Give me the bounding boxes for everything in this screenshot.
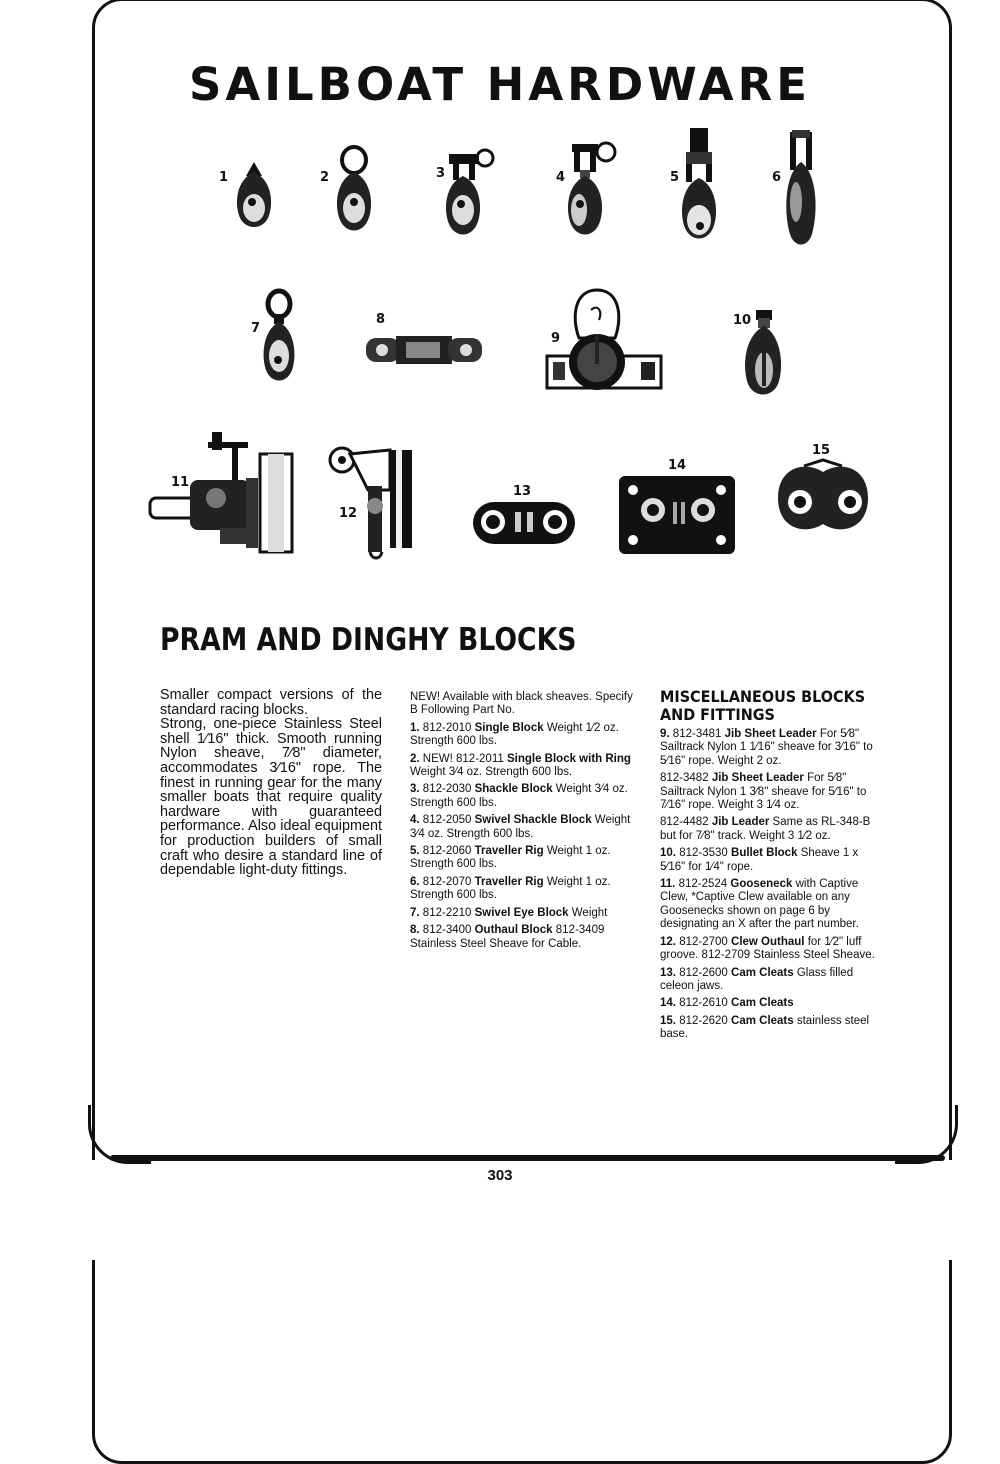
item-number: 6. (410, 875, 420, 888)
catalog-item (660, 878, 886, 932)
cam-cleat-icon (617, 474, 737, 556)
blocks-column (410, 691, 636, 955)
item-description: Weight 1 oz. Strength 600 lbs. (410, 845, 611, 871)
catalog-item (410, 753, 636, 780)
misc-title-line-2: AND FITTINGS (660, 705, 775, 724)
figure-label-12: 12 (339, 506, 358, 521)
item-name: Traveller Rig (474, 845, 544, 858)
item-name: Single Block (474, 721, 544, 734)
item-description: Weight 3⁄4 oz. Strength 600 lbs. (410, 766, 573, 779)
catalog-item (660, 816, 886, 843)
item-description: for 1⁄2" luff groove. 812-2709 Stainless Steel Sheave. (660, 935, 875, 962)
item-name: Jib Leader (711, 816, 770, 829)
single-block-ring-icon (332, 146, 376, 238)
figure-label-9: 9 (551, 331, 561, 346)
item-number: 13. (660, 966, 676, 979)
item-name: Clew Outhaul (731, 935, 805, 948)
item-part-number: 812-2050 (422, 814, 472, 827)
traveller-rig-icon (676, 128, 722, 246)
misc-list (660, 728, 886, 1042)
bottom-rule (110, 1155, 945, 1161)
swivel-shackle-block-icon (564, 138, 620, 238)
item-name: Shackle Block (474, 783, 553, 796)
item-description: Weight 1⁄2 oz. Strength 600 lbs. (410, 721, 619, 748)
item-number: 4. (410, 814, 420, 827)
item-part-number: 812-2620 (679, 1014, 728, 1027)
figure-label-15: 15 (812, 443, 831, 458)
bullet-block-icon (740, 310, 786, 402)
item-part-number: NEW! 812-2011 (422, 752, 504, 765)
item-description: Same as RL-348-B but for 7⁄8" track. Weight 3 1⁄2 oz. (660, 816, 871, 842)
intro-paragraph-1: Smaller compact versions of the standard racing blocks. (160, 687, 382, 718)
item-description: Weight (571, 906, 608, 919)
item-number: 5. (410, 845, 420, 858)
catalog-item (410, 876, 636, 903)
item-part-number: 812-3482 (660, 772, 709, 785)
item-description: stainless steel base. (660, 1014, 870, 1041)
catalog-item (660, 728, 886, 768)
catalog-item (660, 967, 886, 994)
item-description: For 5⁄8" Sailtrack Nylon 1 3⁄8" sheave for 5⁄16" to 7⁄16" rope. Weight 3 1⁄4 oz. (660, 772, 867, 812)
item-name: Cam Cleats (731, 997, 794, 1010)
item-part-number: 812-4482 (660, 816, 709, 829)
gooseneck-icon (150, 428, 296, 554)
catalog-item (660, 847, 886, 874)
single-block-icon (232, 158, 276, 234)
item-name: Cam Cleats (731, 966, 794, 979)
item-description: Weight 1 oz. Strength 600 lbs. (410, 875, 611, 902)
catalog-item (410, 783, 636, 810)
figure-label-8: 8 (376, 312, 386, 327)
blocks-note: NEW! Available with black sheaves. Specify B Following Part No. (410, 691, 633, 717)
cam-cleat-icon (774, 458, 872, 538)
item-part-number: 812-2060 (422, 845, 472, 858)
item-name: Bullet Block (731, 847, 798, 860)
outhaul-block-icon (366, 330, 482, 368)
figure-label-6: 6 (772, 170, 782, 185)
figure-label-3: 3 (436, 166, 446, 181)
item-part-number: 812-2700 (679, 935, 728, 948)
item-number: 8. (410, 924, 420, 937)
figure-label-11: 11 (171, 475, 190, 490)
item-part-number: 812-3481 (672, 728, 722, 740)
item-description: 812-3409 Stainless Steel Sheave for Cable. (410, 924, 605, 950)
catalog-item (660, 1015, 886, 1042)
item-name: Jib Sheet Leader (724, 728, 817, 740)
misc-title-line-1: MISCELLANEOUS BLOCKS (660, 687, 866, 706)
item-description: Sheave 1 x 5⁄16" for 1⁄4" rope. (660, 847, 859, 873)
intro-paragraph-2: Strong, one-piece Stainless Steel shell 1⁄16" thick. Smooth running Nylon sheave, 7⁄8" diameter, accommodates 3⁄16" rope. The finest in running gear for the many smaller boats that require quality hardware with guaranteed performance. Also ideal equipment for production builders of small craft who desire a standard line of dependable light-duty fittings. (160, 716, 382, 879)
item-description: Glass filled celeon jaws. (660, 966, 854, 992)
figure-label-5: 5 (670, 170, 680, 185)
item-part-number: 812-2030 (422, 783, 472, 796)
catalog-item (660, 772, 886, 812)
figure-label-13: 13 (513, 484, 532, 499)
item-name: Traveller Rig (474, 875, 544, 888)
catalog-item (660, 997, 886, 1010)
item-number: 9. (660, 728, 670, 740)
item-number: 15. (660, 1014, 676, 1027)
page-title: SAILBOAT HARDWARE (188, 58, 812, 111)
item-number: 2. (410, 752, 420, 765)
item-number: 1. (410, 721, 420, 734)
item-part-number: 812-2600 (679, 966, 728, 979)
clew-outhaul-icon (328, 446, 416, 562)
catalog-item (410, 924, 636, 951)
intro-column (160, 688, 382, 878)
shackle-block-icon (443, 146, 495, 240)
item-number: 10. (660, 847, 676, 860)
item-name: Jib Sheet Leader (711, 772, 804, 785)
catalog-item (410, 907, 636, 920)
item-name: Swivel Eye Block (474, 906, 569, 919)
misc-column (660, 688, 886, 1046)
item-description: For 5⁄8" Sailtrack Nylon 1 1⁄16" sheave for 3⁄16" to 5⁄16" rope. Weight 2 oz. (660, 728, 873, 767)
catalog-item (410, 845, 636, 872)
item-part-number: 812-2010 (422, 721, 472, 734)
item-name: Gooseneck (730, 878, 793, 891)
item-name: Cam Cleats (731, 1014, 794, 1027)
item-number: 3. (410, 783, 420, 796)
figure-label-2: 2 (320, 170, 330, 185)
item-part-number: 812-2210 (422, 906, 472, 919)
item-description: with Captive Clew, *Captive Clew available on any Goosenecks shown on page 6 by designating an X after the part number. (660, 878, 859, 931)
cam-cleat-icon (471, 500, 577, 546)
swivel-eye-block-icon (260, 290, 298, 386)
item-part-number: 812-3530 (679, 847, 728, 860)
figure-label-1: 1 (219, 170, 229, 185)
item-part-number: 812-2524 (678, 878, 728, 891)
item-description: Weight 3⁄4 oz. Strength 600 lbs. (410, 814, 631, 840)
item-description: Weight 3⁄4 oz. Strength 600 lbs. (410, 783, 628, 809)
figure-label-14: 14 (668, 458, 687, 473)
catalog-item (410, 722, 636, 749)
item-part-number: 812-3400 (422, 924, 472, 937)
catalog-item (410, 814, 636, 841)
section-title: PRAM AND DINGHY BLOCKS (160, 622, 577, 658)
jib-sheet-leader-icon (545, 286, 663, 396)
item-part-number: 812-2610 (679, 997, 728, 1010)
traveller-rig-icon (782, 130, 820, 252)
figure-label-4: 4 (556, 170, 566, 185)
item-name: Single Block with Ring (506, 752, 631, 765)
item-name: Outhaul Block (474, 924, 553, 937)
item-number: 14. (660, 997, 676, 1010)
item-number: 11. (660, 878, 676, 891)
figure-label-7: 7 (251, 321, 261, 336)
figure-label-10: 10 (733, 313, 752, 328)
catalog-item (660, 936, 886, 963)
item-part-number: 812-2070 (422, 875, 472, 888)
item-name: Swivel Shackle Block (474, 814, 592, 827)
item-number: 7. (410, 906, 420, 919)
page-number: 303 (487, 1167, 513, 1184)
item-number: 12. (660, 935, 676, 948)
blocks-list (410, 722, 636, 951)
